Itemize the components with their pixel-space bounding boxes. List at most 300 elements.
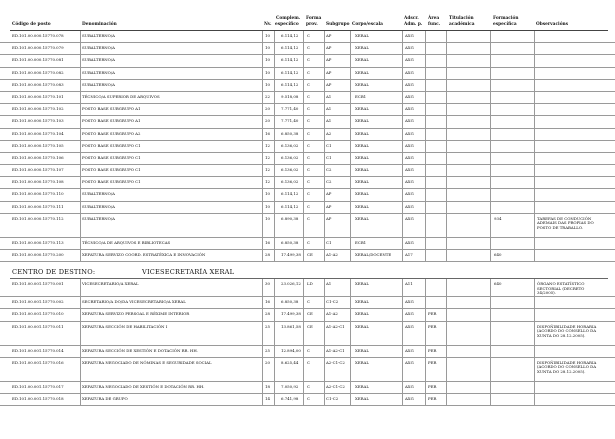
column-rule	[80, 322, 81, 345]
row-level: 12	[265, 154, 270, 160]
row-corpo: XERAL	[355, 311, 369, 317]
table-row	[0, 43, 615, 55]
column-rule	[425, 43, 426, 54]
row-adscr: AXG	[405, 93, 414, 99]
row-level: 10	[265, 81, 270, 87]
row-forma: C	[307, 118, 310, 124]
column-rule	[350, 297, 351, 308]
table-row	[0, 68, 615, 80]
column-rule	[446, 322, 447, 345]
row-code: ED.101.00.001.15770.017	[12, 383, 64, 389]
row-corpo: XERAL	[355, 215, 369, 221]
row-observacions: DISPOÑIBILIDADE HORARIA (ACORDO DO CONSELLO DA XUNTA DO 28.12.2005).	[537, 323, 597, 338]
row-adscr: AXG	[405, 130, 414, 136]
row-amount: 8.625,44	[281, 359, 299, 365]
table-row	[0, 322, 615, 346]
row-level: 30	[265, 281, 270, 287]
column-rule	[303, 129, 304, 140]
column-rule	[425, 382, 426, 393]
column-rule	[534, 116, 535, 127]
row-forma: C	[307, 93, 310, 99]
row-name: TÉCNICO/A SUPERIOR DE ARQUIVOS	[82, 93, 160, 99]
column-rule	[446, 104, 447, 115]
header-complemento-1: Complem.	[276, 16, 301, 21]
column-rule	[534, 322, 535, 345]
row-adscr: AXG	[405, 154, 414, 160]
column-rule	[490, 129, 491, 140]
row-area: PER	[428, 383, 437, 389]
column-rule	[534, 80, 535, 91]
column-rule	[350, 238, 351, 249]
row-corpo: XERAL	[355, 359, 369, 365]
column-rule	[80, 31, 81, 42]
column-rule	[402, 80, 403, 91]
row-code: ED.101.00.000.15770.082	[12, 69, 64, 75]
column-rule	[324, 202, 325, 213]
row-level: 20	[265, 106, 270, 112]
column-rule	[324, 250, 325, 261]
row-corpo: XERAL	[355, 81, 369, 87]
row-name: POSTO BASE SUBGRUPO C1	[82, 154, 141, 160]
column-rule	[80, 202, 81, 213]
row-level: 10	[265, 69, 270, 75]
row-subgroup: A1	[326, 93, 332, 99]
column-rule	[402, 202, 403, 213]
column-rule	[262, 346, 263, 357]
column-rule	[425, 250, 426, 261]
column-rule	[446, 43, 447, 54]
column-rule	[402, 104, 403, 115]
column-rule	[446, 346, 447, 357]
column-rule	[490, 382, 491, 393]
column-rule	[350, 55, 351, 66]
row-amount: 6.741,98	[281, 395, 299, 401]
row-corpo: XERAL	[355, 33, 369, 38]
column-rule	[324, 80, 325, 91]
row-adscr: AXG	[405, 81, 414, 87]
column-rule	[262, 250, 263, 261]
column-rule	[350, 165, 351, 176]
column-rule	[534, 189, 535, 200]
column-rule	[303, 153, 304, 164]
column-rule	[303, 382, 304, 393]
column-rule	[534, 92, 535, 103]
row-adscr: AXG	[405, 359, 414, 365]
column-rule	[262, 31, 263, 42]
column-rule	[262, 55, 263, 66]
column-rule	[350, 250, 351, 261]
row-name: XEFATURA NEGOCIADO DE XESTIÓN E DOTACIÓN RR. HH.	[82, 383, 205, 389]
row-corpo: XERAL	[355, 57, 369, 63]
row-adscr: AXG	[405, 69, 414, 75]
row-amount: 6.114,12	[281, 45, 299, 51]
row-code: ED.101.00.000.15770.105	[12, 142, 64, 148]
row-forma: C	[307, 106, 310, 112]
column-rule	[350, 153, 351, 164]
row-adscr: AXG	[405, 203, 414, 209]
column-rule	[274, 189, 275, 200]
column-rule	[274, 297, 275, 308]
row-forma: C	[307, 154, 310, 160]
row-code: ED.101.00.000.15770.108	[12, 179, 64, 185]
column-rule	[80, 297, 81, 308]
column-rule	[425, 309, 426, 320]
row-level: 28	[265, 252, 270, 257]
row-level: 12	[265, 142, 270, 148]
row-corpo: XERAL	[355, 347, 369, 353]
row-area: PER	[428, 395, 437, 401]
column-rule	[274, 55, 275, 66]
column-rule	[303, 165, 304, 176]
row-level: 10	[265, 33, 270, 38]
column-rule	[324, 31, 325, 42]
column-rule	[490, 31, 491, 42]
column-rule	[80, 141, 81, 152]
column-rule	[490, 358, 491, 381]
row-corpo: ECB1	[355, 93, 367, 99]
row-amount: 7.771,40	[281, 106, 299, 112]
row-adscr: AXG	[405, 167, 414, 173]
column-rule	[350, 382, 351, 393]
row-area: PER	[428, 359, 437, 365]
row-corpo: XERAL	[355, 191, 369, 197]
column-rule	[80, 177, 81, 188]
row-code: ED.101.00.000.15770.081	[12, 57, 64, 63]
row-amount: 6.850,38	[281, 239, 299, 245]
column-rule	[490, 43, 491, 54]
table-row	[0, 116, 615, 128]
column-rule	[274, 116, 275, 127]
row-forma: CE	[307, 311, 313, 317]
row-forma: C	[307, 33, 310, 38]
row-level: 16	[265, 299, 270, 305]
table-row	[0, 189, 615, 201]
row-amount: 6.136,02	[281, 167, 299, 173]
row-amount: 7.771,40	[281, 118, 299, 124]
header-forma-1: Forma	[306, 16, 322, 21]
column-rule	[350, 346, 351, 357]
column-rule	[274, 279, 275, 296]
column-rule	[490, 297, 491, 308]
column-rule	[534, 129, 535, 140]
header-titulacion-2: académica	[449, 22, 475, 27]
column-rule	[80, 68, 81, 79]
row-code: ED.101.00.000.15770.104	[12, 130, 64, 136]
row-level: 22	[265, 93, 270, 99]
row-amount: 23.026,12	[281, 281, 301, 287]
table-row	[0, 346, 615, 358]
row-level: 16	[265, 130, 270, 136]
column-rule	[303, 346, 304, 357]
column-rule	[425, 279, 426, 296]
row-name: SUBALTERNO/A	[82, 69, 115, 75]
column-rule	[425, 165, 426, 176]
row-adscr: AXG	[405, 239, 414, 245]
row-subgroup: A1-A2	[326, 252, 338, 257]
column-rule	[324, 358, 325, 381]
column-rule	[80, 358, 81, 381]
row-amount: 6.136,02	[281, 179, 299, 185]
row-subgroup: C2	[326, 179, 332, 185]
column-rule	[425, 129, 426, 140]
column-rule	[490, 68, 491, 79]
column-rule	[425, 214, 426, 237]
column-rule	[402, 394, 403, 405]
column-rule	[303, 189, 304, 200]
column-rule	[274, 141, 275, 152]
row-name: POSTO BASE SUBGRUPO A1	[82, 118, 141, 124]
row-subgroup: AP	[326, 215, 332, 221]
row-forma: C	[307, 179, 310, 185]
column-rule	[534, 382, 535, 393]
column-rule	[446, 153, 447, 164]
column-rule	[490, 309, 491, 320]
row-amount: 6.850,38	[281, 299, 299, 305]
row-code: ED.101.00.001.15770.011	[12, 323, 64, 329]
row-name: POSTO BASE SUBGRUPO C1	[82, 167, 141, 173]
row-subgroup: A1-A2-C1	[326, 347, 345, 353]
row-formacion: 640	[494, 281, 502, 287]
table-row	[0, 31, 615, 43]
row-corpo: XERAL	[355, 106, 369, 112]
column-rule	[425, 55, 426, 66]
row-adscr: AXG	[405, 118, 414, 124]
row-amount: 6.114,12	[281, 33, 299, 38]
column-rule	[446, 297, 447, 308]
table-row	[0, 129, 615, 141]
table-row	[0, 309, 615, 321]
column-rule	[446, 141, 447, 152]
column-rule	[274, 68, 275, 79]
header-complemento-2: específico	[275, 22, 299, 27]
row-name: POSTO BASE SUBGRUPO C1	[82, 142, 141, 148]
row-name: XEFATURA SERVIZO COORD. ESTRATÉXICA E INNOVACIÓN	[82, 252, 206, 257]
row-forma: C	[307, 191, 310, 197]
column-rule	[262, 141, 263, 152]
column-rule	[274, 104, 275, 115]
table-row	[0, 394, 615, 406]
row-code: ED.101.00.000.15770.113	[12, 239, 64, 245]
column-rule	[303, 279, 304, 296]
row-subgroup: AP	[326, 191, 332, 197]
column-rule	[402, 346, 403, 357]
row-adscr: AXG	[405, 347, 414, 353]
table-row	[0, 141, 615, 153]
column-rule	[303, 250, 304, 261]
row-observacions: ÓRGANO ESTATÍSTICO SECTORIAL (DECRETO 34/2005).	[537, 281, 585, 296]
column-rule	[80, 309, 81, 320]
row-amount: 6.114,12	[281, 69, 299, 75]
column-rule	[425, 346, 426, 357]
column-rule	[425, 68, 426, 79]
row-code: ED.101.00.001.15770.001	[12, 281, 64, 287]
row-forma: C	[307, 69, 310, 75]
column-rule	[490, 141, 491, 152]
column-rule	[425, 104, 426, 115]
row-forma: C	[307, 81, 310, 87]
column-rule	[324, 153, 325, 164]
row-name: SUBALTERNO/A	[82, 191, 115, 197]
row-area: PER	[428, 347, 437, 353]
column-rule	[490, 116, 491, 127]
column-rule	[534, 394, 535, 405]
column-rule	[303, 297, 304, 308]
table-body	[0, 31, 615, 406]
row-corpo: XERAL	[355, 179, 369, 185]
column-rule	[534, 141, 535, 152]
row-name: XEFATURA SECCIÓN DE XESTIÓN E DOTACIÓN RR. HH.	[82, 347, 198, 353]
row-adscr: AXG	[405, 33, 414, 38]
column-rule	[274, 322, 275, 345]
column-rule	[80, 382, 81, 393]
row-name: SUBALTERNO/A	[82, 33, 115, 38]
column-rule	[324, 309, 325, 320]
row-corpo: XERAL	[355, 203, 369, 209]
column-rule	[446, 309, 447, 320]
column-rule	[534, 43, 535, 54]
table-row	[0, 92, 615, 104]
column-rule	[303, 92, 304, 103]
row-name: XEFATURA NEGOCIADO DE NÓMINAS E SEGURIDADE SOCIAL	[82, 359, 212, 365]
row-corpo: XERAL	[355, 383, 369, 389]
row-subgroup: A1-A2-C1	[326, 323, 345, 329]
row-code: ED.101.00.000.15770.200	[12, 252, 64, 257]
column-rule	[303, 358, 304, 381]
column-rule	[262, 189, 263, 200]
column-rule	[350, 129, 351, 140]
column-rule	[446, 202, 447, 213]
column-rule	[274, 80, 275, 91]
column-rule	[350, 141, 351, 152]
row-name: SUBALTERNO/A	[82, 57, 115, 63]
column-rule	[324, 297, 325, 308]
row-forma: C	[307, 299, 310, 305]
section-label: CENTRO DE DESTINO:	[12, 268, 96, 277]
row-level: 10	[265, 215, 270, 221]
column-rule	[262, 116, 263, 127]
row-forma: C	[307, 45, 310, 51]
column-rule	[324, 43, 325, 54]
column-rule	[490, 177, 491, 188]
column-rule	[262, 297, 263, 308]
table-row	[0, 153, 615, 165]
row-amount: 6.850,38	[281, 130, 299, 136]
row-code: ED.101.00.000.15770.079	[12, 45, 64, 51]
row-adscr: AXG	[405, 45, 414, 51]
table-row	[0, 177, 615, 189]
column-rule	[80, 238, 81, 249]
row-subgroup: AP	[326, 81, 332, 87]
row-subgroup: C1	[326, 239, 332, 245]
row-amount: 6.114,12	[281, 57, 299, 63]
column-rule	[425, 92, 426, 103]
column-rule	[402, 309, 403, 320]
column-rule	[402, 297, 403, 308]
row-level: 14	[265, 395, 270, 401]
row-name: SUBALTERNO/A	[82, 45, 115, 51]
column-rule	[350, 43, 351, 54]
column-rule	[534, 165, 535, 176]
row-amount: 6.114,12	[281, 81, 299, 87]
column-rule	[80, 80, 81, 91]
row-name: SUBALTERNO/A	[82, 81, 115, 87]
row-subgroup: AP	[326, 203, 332, 209]
row-name: XEFATURA DE GRUPO	[82, 395, 128, 401]
row-name: POSTO BASE SUBGRUPO A2	[82, 130, 141, 136]
column-rule	[402, 214, 403, 237]
column-rule	[274, 358, 275, 381]
row-subgroup: C1-C2	[326, 299, 339, 305]
row-subgroup: A2	[326, 130, 332, 136]
row-corpo: XERAL	[355, 167, 369, 173]
row-amount: 17.499,38	[281, 252, 301, 257]
column-rule	[274, 214, 275, 237]
column-rule	[490, 214, 491, 237]
table-row	[0, 214, 615, 238]
column-rule	[446, 177, 447, 188]
row-forma: CE	[307, 323, 313, 329]
row-adscr: AXG	[405, 299, 414, 305]
row-forma: CE	[307, 252, 313, 257]
column-rule	[490, 165, 491, 176]
row-adscr: AXG	[405, 179, 414, 185]
column-rule	[303, 55, 304, 66]
column-rule	[324, 129, 325, 140]
column-rule	[350, 80, 351, 91]
row-code: ED.101.00.000.15770.083	[12, 81, 64, 87]
column-rule	[534, 202, 535, 213]
row-adscr: AXG	[405, 395, 414, 401]
column-rule	[80, 55, 81, 66]
row-forma: C	[307, 359, 310, 365]
row-code: ED.101.00.000.15770.112	[12, 215, 64, 221]
column-rule	[303, 202, 304, 213]
column-rule	[402, 165, 403, 176]
column-rule	[425, 358, 426, 381]
row-subgroup: A2-C1-C2	[326, 383, 345, 389]
column-rule	[402, 68, 403, 79]
row-subgroup: C1	[326, 142, 332, 148]
column-rule	[402, 92, 403, 103]
column-rule	[534, 55, 535, 66]
row-code: ED.101.00.000.15770.101	[12, 93, 64, 99]
column-rule	[262, 177, 263, 188]
row-adscr: A11	[405, 281, 413, 287]
column-rule	[425, 189, 426, 200]
column-rule	[350, 279, 351, 296]
column-rule	[262, 129, 263, 140]
row-observacions: TAREFAS DE CONDUCIÓN ADEMAIS DAS PROPIAS DO POSTO DE TRABALLO.	[537, 215, 594, 230]
column-rule	[262, 165, 263, 176]
column-rule	[324, 55, 325, 66]
table-row	[0, 238, 615, 250]
header-area-1: Área	[428, 16, 440, 21]
column-rule	[350, 116, 351, 127]
column-rule	[425, 202, 426, 213]
section-name: VICESECRETARÍA XERAL	[142, 268, 235, 277]
column-rule	[274, 238, 275, 249]
column-rule	[303, 43, 304, 54]
row-adscr: AXG	[405, 191, 414, 197]
column-rule	[402, 55, 403, 66]
row-amount: 6.890,38	[281, 215, 299, 221]
row-forma: C	[307, 142, 310, 148]
column-rule	[262, 382, 263, 393]
row-amount: 9.518,08	[281, 93, 299, 99]
row-adscr: AXG	[405, 106, 414, 112]
table-row	[0, 382, 615, 394]
column-rule	[534, 104, 535, 115]
